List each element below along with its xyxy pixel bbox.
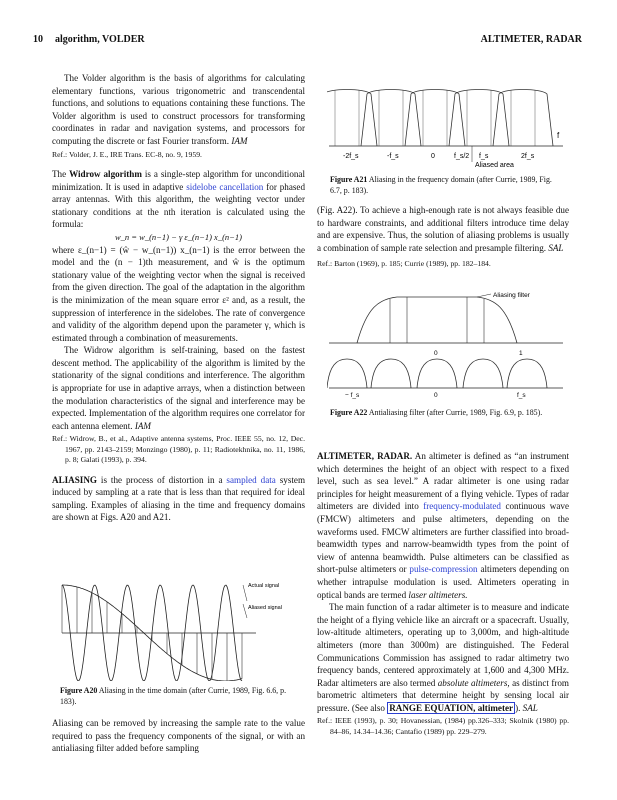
widrow-paragraph-3: The Widrow algorithm is self-training, based on the fastest descent method. The applicability of the algorithm is limited by the stationarity of the signal conditions and interference. The algorithm is appropriate for use in adaptive arrays, when a distinction between the modulation characteristics of the signal and interference may be expected. Implementation of the algorithm requires one correlator for each antenna element. IAM — [52, 345, 305, 431]
tick-neg-fs: -f_s — [387, 153, 399, 160]
filter-tick-bottom-zero: 0 — [434, 392, 438, 399]
figure-a21-plot — [327, 80, 565, 172]
spectrum-lobe — [405, 90, 465, 147]
widrow-reference: Ref.: Widrow, B., et al., Adaptive antenna systems, Proc. IEEE 55, no. 12, Dec. 1967, pp. 2143–2159; Monzingo (1980), p. 11; Radiotekhnika, no. 11, 1986, p. 8; Galati (1993), p. 394. — [52, 434, 305, 465]
tick-fs: f_s — [479, 153, 489, 160]
filtered-spectrum-lobes — [327, 359, 547, 388]
aliasing-continued — [52, 717, 305, 755]
figure-a20-plot — [60, 573, 300, 681]
spectrum-lobe — [361, 90, 421, 147]
actual-signal-leader — [243, 585, 247, 601]
filter-tick-fs: f_s — [517, 392, 526, 399]
aliased-area-label: Aliased area — [475, 162, 514, 169]
filter-top-lines — [390, 297, 484, 343]
range-equation-link[interactable]: RANGE EQUATION, altimeter — [389, 702, 514, 713]
spectrum-lobe — [449, 90, 509, 147]
aliased-signal-label: Aliased signal — [248, 605, 282, 611]
spectrum-lobes — [327, 90, 553, 147]
filtered-lobe — [507, 359, 547, 388]
antialiasing-filter-curve — [357, 297, 517, 343]
sampled-data-link[interactable]: sampled data — [226, 474, 276, 485]
volder-reference: Ref.: Volder, J. E., IRE Trans. EC-8, no. 9, 1959. — [52, 149, 202, 159]
altimeter-paragraph: ALTIMETER, RADAR. An altimeter is defined as “an instrument which determines the height of an object with respect to a fixed level, such as sea level.” A radar altimeter is one using radar principles for height measurement of a flying vehicle. Types of radar altimeters are divided into frequency-modulated continuous wave (FMCW) altimeters and pulse altimeters, depending on the waveforms used. FMCW altimeters are further classified into broad-beamwidth types and narrow-beamwidth types from the point of view of antenna beamwidth. Pulse altimeters can be classified as short-pulse altimeters or pulse-compression altimeters depending on whether intrapulse modulation is used. Altimeters operating in optical bands are termed laser altimeters. — [317, 451, 569, 600]
aliasing-term: ALIASING — [52, 474, 97, 485]
frequency-modulated-link[interactable]: frequency-modulated — [423, 501, 501, 512]
filtered-lobe — [327, 359, 367, 388]
spectrum-lobe — [493, 90, 553, 147]
altimeter-paragraph-2: The main function of a radar altimeter is to measure and indicate the height of a flying vehicle like an aircraft or a spacecraft. Usually, low-altitude altimeters, operating up to 3,000m, and high-altitude altimeters (more than 3000m) are distinguished. The Federal Communications Commission has assigned to radar altimetry two frequency bands, centered approximately at 1,600 and 4,300 MHz. Radar altimeters are also termed absolute altimeters, as distinct from barometric altimeters that determine height by sensing local air pressure. (See also RANGE EQUATION, altimeter ). SAL — [317, 602, 569, 713]
tick-fs-half: f_s/2 — [454, 153, 470, 160]
filtered-lobe — [463, 359, 503, 388]
figure-a21-caption: Figure A21 Aliasing in the frequency domain (after Currie, 1989, Fig. 6.7, p. 183). — [330, 175, 552, 195]
filter-tick-neg-fs: − f_s — [345, 392, 360, 399]
filter-tick-zero: 0 — [434, 350, 438, 357]
actual-signal-label: Actual signal — [248, 583, 280, 589]
altimeter-entry — [317, 450, 569, 737]
figure-a20-caption: Figure A20 Aliasing in the time domain (after Currie, 1989, Fig. 6.6, p. 183). — [60, 686, 287, 706]
filter-label-leader — [477, 294, 491, 297]
sidelobe-cancellation-link[interactable]: sidelobe cancellation — [186, 181, 264, 192]
filter-tick-one: 1 — [519, 350, 523, 357]
tick-zero: 0 — [431, 153, 435, 160]
right-top-text — [317, 204, 569, 270]
widrow-paragraph-2: where ε_(n−1) = (ŵ − w_(n−1)) x_(n−1) is the error between the model and the (n − 1)th measurement, and ŵ is the optimum stationary value of the weighting vector when the signal is received from the given direction. The goal of the adaptation in the algorithm is the minimization of the mean square error ε² and, as a result, the suppression of interference in the sidelobes. The rate of convergence and validity of the algorithm depend upon the parameter γ, which is estimated through a combination of measurements. — [52, 244, 305, 343]
tick-2fs: 2f_s — [521, 153, 535, 160]
frequency-axis-label: f — [557, 131, 560, 140]
aliasing-filter-label: Aliasing filter — [493, 292, 530, 299]
figure-a22-plot — [327, 285, 565, 405]
running-head-right: ALTIMETER, RADAR — [480, 34, 582, 45]
pulse-compression-link[interactable]: pulse-compression — [409, 564, 478, 575]
volder-paragraph: The Volder algorithm is the basis of algorithms for calculating elementary functions, various trigonometric and transcendental functions, and solutions to equations containing these functions. The Volder algorithm is used to construct processors for transforming coordinates in radar and navigation systems, and processors for computing the discrete or fast Fourier transform. IAM — [52, 73, 305, 146]
aliasing-paragraph: ALIASING is the process of distortion in a sampled data system induced by sampling at a rate that is less than that required for ideal sampling. Examples of aliasing in the time and frequency domains are shown at Figs. A20 and A21. — [52, 474, 306, 523]
aliasing-reference: Ref.: Barton (1969), p. 185; Currie (1989), pp. 182–184. — [317, 259, 491, 269]
page-number: 10 — [33, 34, 43, 45]
running-head-left: algorithm, VOLDER — [55, 34, 145, 45]
aliasing-continued-paragraph: (Fig. A22). To achieve a high-enough rate is not always feasible due to hardware constraints, and additional filters introduce time delay and are expensive. Thus, the solution of aliasing problems is usually a combination of sample rate selection and presample filtering. SAL — [317, 205, 569, 253]
tick-neg-2fs: -2f_s — [343, 153, 359, 160]
spectrum-lobe — [327, 90, 377, 147]
widrow-paragraph: The Widrow algorithm is a single-step algorithm for unconditional minimization. It is used in adaptive sidelobe cancellation for phased array antennas. With this algorithm, the weighting vector under stationary conditions at the nth iteration is calculated using the formula: — [52, 168, 305, 230]
filtered-lobe — [417, 359, 457, 388]
widrow-formula: w_n = w_(n−1) − γ ε_(n−1) x_(n−1) — [115, 231, 242, 242]
altimeter-term: ALTIMETER, RADAR. — [317, 451, 413, 461]
aliased-signal-leader — [243, 604, 247, 618]
widrow-term: Widrow algorithm — [69, 168, 142, 179]
figure-a22-caption: Figure A22 Antialiasing filter (after Currie, 1989, Fig. 6.9, p. 185). — [330, 408, 543, 417]
aliasing-paragraph-2: Aliasing can be removed by increasing the sample rate to the value required to pass the frequency components of the signal, or with an antialiasing filter added before sampling — [52, 718, 305, 754]
altimeter-reference: Ref.: IEEE (1993), p. 30; Hovanessian, (1984) pp.326–333; Skolnik (1980) pp. 84–86, 14.34–14.36; Cantafio (1989) pp. 229–279. — [317, 716, 569, 736]
filtered-lobe — [371, 359, 411, 388]
left-column — [52, 72, 305, 524]
